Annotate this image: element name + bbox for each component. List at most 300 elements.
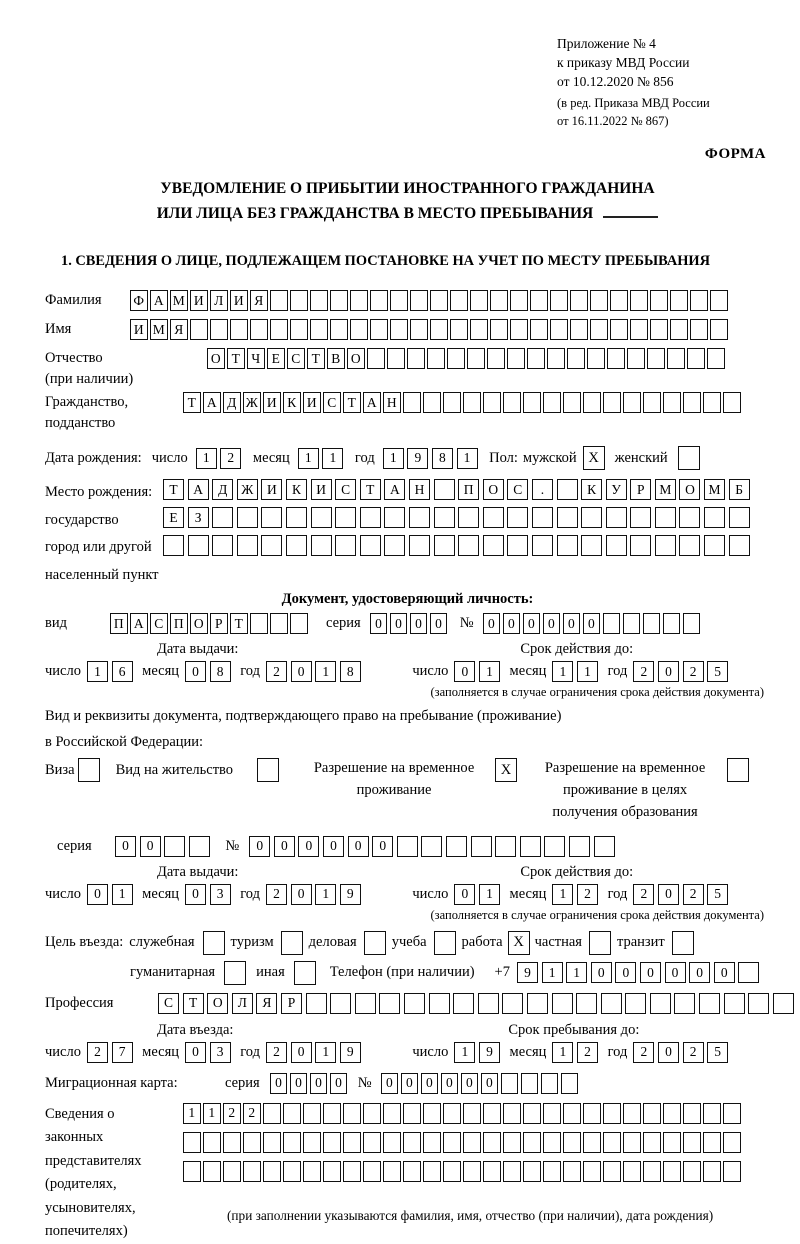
char-cell[interactable]: 2 [577, 1042, 598, 1063]
char-cell[interactable] [164, 836, 185, 857]
char-cell[interactable]: 0 [421, 1073, 439, 1094]
char-cell[interactable]: 0 [591, 962, 612, 983]
char-cell[interactable] [655, 535, 676, 556]
purpose-tourism-checkbox[interactable] [281, 931, 303, 955]
purpose-study-checkbox[interactable] [434, 931, 456, 955]
char-cell[interactable] [410, 319, 428, 340]
char-cell[interactable]: 9 [340, 884, 361, 905]
char-cell[interactable] [290, 319, 308, 340]
char-cell[interactable] [663, 1161, 681, 1182]
char-cell[interactable]: 0 [503, 613, 521, 634]
char-cell[interactable]: 0 [461, 1073, 479, 1094]
char-cell[interactable] [283, 1103, 301, 1124]
char-cell[interactable] [679, 535, 700, 556]
char-cell[interactable]: 6 [112, 661, 133, 682]
char-cell[interactable] [630, 507, 651, 528]
char-cell[interactable] [523, 1161, 541, 1182]
char-cell[interactable]: О [347, 348, 365, 369]
char-cell[interactable]: М [655, 479, 676, 500]
char-cell[interactable]: И [303, 392, 321, 413]
char-cell[interactable] [729, 535, 750, 556]
char-cell[interactable]: 0 [291, 884, 312, 905]
char-cell[interactable] [471, 836, 492, 857]
char-cell[interactable]: 2 [223, 1103, 241, 1124]
char-cell[interactable]: 0 [658, 1042, 679, 1063]
char-cell[interactable] [483, 1161, 501, 1182]
char-cell[interactable] [587, 348, 605, 369]
char-cell[interactable]: 2 [633, 1042, 654, 1063]
char-cell[interactable]: 1 [196, 448, 217, 469]
char-cell[interactable]: 0 [454, 661, 475, 682]
char-cell[interactable] [403, 392, 421, 413]
char-cell[interactable] [467, 348, 485, 369]
char-cell[interactable] [583, 1103, 601, 1124]
char-cell[interactable]: Т [163, 479, 184, 500]
char-cell[interactable] [483, 1103, 501, 1124]
char-cell[interactable] [583, 392, 601, 413]
char-cell[interactable] [335, 535, 356, 556]
char-cell[interactable]: Л [232, 993, 253, 1014]
char-cell[interactable]: 0 [658, 661, 679, 682]
char-cell[interactable] [384, 535, 405, 556]
char-cell[interactable]: 0 [390, 613, 408, 634]
char-cell[interactable]: 2 [243, 1103, 261, 1124]
char-cell[interactable]: 9 [340, 1042, 361, 1063]
char-cell[interactable] [543, 1132, 561, 1153]
char-cell[interactable]: 1 [542, 962, 563, 983]
char-cell[interactable]: Я [170, 319, 188, 340]
char-cell[interactable]: О [207, 993, 228, 1014]
char-cell[interactable]: 0 [310, 1073, 328, 1094]
char-cell[interactable] [679, 507, 700, 528]
char-cell[interactable] [303, 1103, 321, 1124]
purpose-business-checkbox[interactable] [364, 931, 386, 955]
char-cell[interactable]: 0 [298, 836, 319, 857]
char-cell[interactable] [603, 392, 621, 413]
char-cell[interactable] [507, 535, 528, 556]
char-cell[interactable] [723, 392, 741, 413]
char-cell[interactable]: Д [212, 479, 233, 500]
char-cell[interactable] [594, 836, 615, 857]
char-cell[interactable] [650, 319, 668, 340]
char-cell[interactable]: Д [223, 392, 241, 413]
char-cell[interactable]: В [327, 348, 345, 369]
char-cell[interactable]: С [507, 479, 528, 500]
char-cell[interactable]: П [458, 479, 479, 500]
char-cell[interactable] [383, 1132, 401, 1153]
char-cell[interactable] [487, 348, 505, 369]
char-cell[interactable] [270, 319, 288, 340]
char-cell[interactable] [360, 535, 381, 556]
char-cell[interactable] [363, 1132, 381, 1153]
char-cell[interactable] [623, 392, 641, 413]
char-cell[interactable] [707, 348, 725, 369]
char-cell[interactable] [724, 993, 745, 1014]
char-cell[interactable]: И [190, 290, 208, 311]
char-cell[interactable]: 0 [185, 1042, 206, 1063]
char-cell[interactable] [423, 1161, 441, 1182]
char-cell[interactable] [323, 1103, 341, 1124]
char-cell[interactable]: 1 [203, 1103, 221, 1124]
char-cell[interactable] [687, 348, 705, 369]
char-cell[interactable] [335, 507, 356, 528]
char-cell[interactable] [521, 1073, 539, 1094]
char-cell[interactable] [237, 507, 258, 528]
char-cell[interactable] [643, 1161, 661, 1182]
char-cell[interactable] [667, 348, 685, 369]
char-cell[interactable] [729, 507, 750, 528]
char-cell[interactable] [478, 993, 499, 1014]
char-cell[interactable]: К [283, 392, 301, 413]
char-cell[interactable]: 2 [683, 884, 704, 905]
char-cell[interactable]: К [581, 479, 602, 500]
char-cell[interactable] [748, 993, 769, 1014]
char-cell[interactable] [510, 319, 528, 340]
char-cell[interactable] [450, 290, 468, 311]
char-cell[interactable] [447, 348, 465, 369]
char-cell[interactable] [603, 1161, 621, 1182]
char-cell[interactable]: 2 [266, 884, 287, 905]
char-cell[interactable] [643, 613, 661, 634]
char-cell[interactable] [710, 319, 728, 340]
char-cell[interactable]: 0 [665, 962, 686, 983]
char-cell[interactable] [581, 507, 602, 528]
char-cell[interactable] [407, 348, 425, 369]
char-cell[interactable] [663, 392, 681, 413]
char-cell[interactable] [663, 613, 681, 634]
char-cell[interactable] [690, 290, 708, 311]
char-cell[interactable] [503, 1161, 521, 1182]
char-cell[interactable] [690, 319, 708, 340]
char-cell[interactable] [563, 392, 581, 413]
char-cell[interactable] [190, 319, 208, 340]
char-cell[interactable] [503, 1132, 521, 1153]
char-cell[interactable] [606, 507, 627, 528]
char-cell[interactable]: 0 [115, 836, 136, 857]
char-cell[interactable]: 0 [249, 836, 270, 857]
char-cell[interactable] [404, 993, 425, 1014]
char-cell[interactable]: 0 [658, 884, 679, 905]
char-cell[interactable] [458, 535, 479, 556]
char-cell[interactable] [223, 1161, 241, 1182]
char-cell[interactable] [490, 290, 508, 311]
char-cell[interactable]: 0 [481, 1073, 499, 1094]
char-cell[interactable] [463, 1103, 481, 1124]
char-cell[interactable] [387, 348, 405, 369]
char-cell[interactable]: Т [360, 479, 381, 500]
char-cell[interactable] [703, 1161, 721, 1182]
char-cell[interactable]: 1 [552, 661, 573, 682]
char-cell[interactable]: 5 [707, 884, 728, 905]
char-cell[interactable] [543, 1103, 561, 1124]
char-cell[interactable]: М [150, 319, 168, 340]
char-cell[interactable] [623, 1103, 641, 1124]
char-cell[interactable]: Р [281, 993, 302, 1014]
char-cell[interactable]: 0 [140, 836, 161, 857]
char-cell[interactable]: Л [210, 290, 228, 311]
char-cell[interactable] [243, 1132, 261, 1153]
char-cell[interactable] [306, 993, 327, 1014]
char-cell[interactable]: 0 [372, 836, 393, 857]
char-cell[interactable]: 0 [410, 613, 428, 634]
char-cell[interactable] [523, 1132, 541, 1153]
purpose-official-checkbox[interactable] [203, 931, 225, 955]
char-cell[interactable] [443, 1103, 461, 1124]
char-cell[interactable] [390, 319, 408, 340]
char-cell[interactable]: Ф [130, 290, 148, 311]
char-cell[interactable] [183, 1132, 201, 1153]
char-cell[interactable] [397, 836, 418, 857]
char-cell[interactable] [532, 507, 553, 528]
char-cell[interactable]: О [207, 348, 225, 369]
char-cell[interactable] [350, 319, 368, 340]
char-cell[interactable] [643, 1132, 661, 1153]
char-cell[interactable] [403, 1132, 421, 1153]
char-cell[interactable]: У [606, 479, 627, 500]
char-cell[interactable] [270, 290, 288, 311]
char-cell[interactable] [557, 507, 578, 528]
char-cell[interactable]: 1 [315, 661, 336, 682]
char-cell[interactable] [683, 1103, 701, 1124]
char-cell[interactable]: 0 [330, 1073, 348, 1094]
char-cell[interactable] [443, 392, 461, 413]
char-cell[interactable] [360, 507, 381, 528]
char-cell[interactable] [723, 1161, 741, 1182]
char-cell[interactable]: 2 [683, 1042, 704, 1063]
char-cell[interactable] [523, 1103, 541, 1124]
char-cell[interactable] [563, 1103, 581, 1124]
char-cell[interactable] [581, 535, 602, 556]
char-cell[interactable] [501, 1073, 519, 1094]
char-cell[interactable] [350, 290, 368, 311]
char-cell[interactable] [623, 613, 641, 634]
char-cell[interactable] [343, 1103, 361, 1124]
char-cell[interactable]: 0 [381, 1073, 399, 1094]
char-cell[interactable] [683, 1161, 701, 1182]
char-cell[interactable] [483, 507, 504, 528]
char-cell[interactable]: 0 [291, 1042, 312, 1063]
char-cell[interactable] [610, 319, 628, 340]
char-cell[interactable] [409, 535, 430, 556]
char-cell[interactable] [670, 319, 688, 340]
char-cell[interactable] [430, 290, 448, 311]
char-cell[interactable]: 3 [210, 884, 231, 905]
char-cell[interactable] [203, 1132, 221, 1153]
char-cell[interactable] [286, 507, 307, 528]
char-cell[interactable] [429, 993, 450, 1014]
char-cell[interactable] [403, 1103, 421, 1124]
char-cell[interactable] [650, 993, 671, 1014]
char-cell[interactable] [384, 507, 405, 528]
char-cell[interactable]: С [335, 479, 356, 500]
purpose-transit-checkbox[interactable] [672, 931, 694, 955]
char-cell[interactable] [647, 348, 665, 369]
char-cell[interactable] [310, 290, 328, 311]
char-cell[interactable]: Р [630, 479, 651, 500]
char-cell[interactable]: 2 [683, 661, 704, 682]
char-cell[interactable] [290, 290, 308, 311]
char-cell[interactable] [330, 993, 351, 1014]
char-cell[interactable] [643, 1103, 661, 1124]
char-cell[interactable] [390, 290, 408, 311]
temp-permit-checkbox[interactable]: X [495, 758, 517, 782]
char-cell[interactable]: Ж [243, 392, 261, 413]
char-cell[interactable] [383, 1103, 401, 1124]
char-cell[interactable]: Я [256, 993, 277, 1014]
char-cell[interactable] [212, 535, 233, 556]
char-cell[interactable] [583, 1161, 601, 1182]
char-cell[interactable] [523, 392, 541, 413]
char-cell[interactable] [710, 290, 728, 311]
char-cell[interactable] [507, 348, 525, 369]
char-cell[interactable] [527, 348, 545, 369]
char-cell[interactable]: А [188, 479, 209, 500]
char-cell[interactable]: 1 [454, 1042, 475, 1063]
char-cell[interactable] [183, 1161, 201, 1182]
char-cell[interactable]: 0 [640, 962, 661, 983]
char-cell[interactable]: 1 [457, 448, 478, 469]
char-cell[interactable] [463, 1132, 481, 1153]
char-cell[interactable] [286, 535, 307, 556]
char-cell[interactable]: А [384, 479, 405, 500]
char-cell[interactable] [570, 290, 588, 311]
char-cell[interactable] [383, 1161, 401, 1182]
char-cell[interactable]: О [483, 479, 504, 500]
char-cell[interactable]: 0 [583, 613, 601, 634]
char-cell[interactable] [343, 1161, 361, 1182]
char-cell[interactable]: 1 [566, 962, 587, 983]
char-cell[interactable] [463, 1161, 481, 1182]
char-cell[interactable] [610, 290, 628, 311]
char-cell[interactable] [367, 348, 385, 369]
char-cell[interactable] [570, 319, 588, 340]
char-cell[interactable]: 1 [552, 884, 573, 905]
char-cell[interactable] [310, 319, 328, 340]
char-cell[interactable]: 0 [454, 884, 475, 905]
char-cell[interactable] [607, 348, 625, 369]
char-cell[interactable]: А [363, 392, 381, 413]
char-cell[interactable] [463, 392, 481, 413]
char-cell[interactable]: 0 [87, 884, 108, 905]
char-cell[interactable]: 9 [479, 1042, 500, 1063]
char-cell[interactable]: 0 [290, 1073, 308, 1094]
char-cell[interactable] [434, 535, 455, 556]
char-cell[interactable] [230, 319, 248, 340]
char-cell[interactable] [443, 1132, 461, 1153]
char-cell[interactable] [507, 507, 528, 528]
char-cell[interactable] [470, 319, 488, 340]
char-cell[interactable] [663, 1103, 681, 1124]
char-cell[interactable]: С [150, 613, 168, 634]
char-cell[interactable] [212, 507, 233, 528]
purpose-other-checkbox[interactable] [294, 961, 316, 985]
char-cell[interactable] [704, 535, 725, 556]
gender-female-checkbox[interactable] [678, 446, 700, 470]
char-cell[interactable] [370, 319, 388, 340]
char-cell[interactable] [453, 993, 474, 1014]
char-cell[interactable] [261, 507, 282, 528]
char-cell[interactable]: 8 [340, 661, 361, 682]
char-cell[interactable] [606, 535, 627, 556]
char-cell[interactable] [569, 836, 590, 857]
char-cell[interactable]: М [704, 479, 725, 500]
char-cell[interactable] [203, 1161, 221, 1182]
char-cell[interactable]: 8 [210, 661, 231, 682]
char-cell[interactable] [446, 836, 467, 857]
char-cell[interactable] [263, 1161, 281, 1182]
char-cell[interactable] [290, 613, 308, 634]
char-cell[interactable] [303, 1132, 321, 1153]
char-cell[interactable] [379, 993, 400, 1014]
char-cell[interactable]: Е [163, 507, 184, 528]
char-cell[interactable] [683, 613, 701, 634]
char-cell[interactable] [427, 348, 445, 369]
char-cell[interactable]: . [532, 479, 553, 500]
char-cell[interactable] [223, 1132, 241, 1153]
char-cell[interactable] [543, 1161, 561, 1182]
char-cell[interactable]: И [261, 479, 282, 500]
char-cell[interactable] [643, 392, 661, 413]
char-cell[interactable] [603, 1132, 621, 1153]
char-cell[interactable] [210, 319, 228, 340]
char-cell[interactable]: 5 [707, 661, 728, 682]
char-cell[interactable]: 0 [615, 962, 636, 983]
char-cell[interactable] [683, 1132, 701, 1153]
char-cell[interactable] [530, 319, 548, 340]
char-cell[interactable] [630, 290, 648, 311]
char-cell[interactable]: 3 [210, 1042, 231, 1063]
char-cell[interactable]: Я [250, 290, 268, 311]
char-cell[interactable] [561, 1073, 579, 1094]
char-cell[interactable] [434, 479, 455, 500]
char-cell[interactable]: 1 [315, 1042, 336, 1063]
char-cell[interactable]: Н [409, 479, 430, 500]
char-cell[interactable] [703, 392, 721, 413]
char-cell[interactable] [703, 1132, 721, 1153]
char-cell[interactable] [655, 507, 676, 528]
char-cell[interactable] [189, 836, 210, 857]
char-cell[interactable]: 2 [220, 448, 241, 469]
char-cell[interactable] [527, 993, 548, 1014]
char-cell[interactable] [630, 535, 651, 556]
char-cell[interactable] [483, 1132, 501, 1153]
char-cell[interactable]: Т [343, 392, 361, 413]
char-cell[interactable] [550, 290, 568, 311]
char-cell[interactable] [250, 613, 268, 634]
char-cell[interactable]: 1 [479, 661, 500, 682]
temp-permit-education-checkbox[interactable] [727, 758, 749, 782]
char-cell[interactable] [576, 993, 597, 1014]
char-cell[interactable] [283, 1132, 301, 1153]
char-cell[interactable] [723, 1132, 741, 1153]
char-cell[interactable] [490, 319, 508, 340]
char-cell[interactable] [303, 1161, 321, 1182]
char-cell[interactable] [683, 392, 701, 413]
char-cell[interactable]: 1 [577, 661, 598, 682]
char-cell[interactable] [557, 535, 578, 556]
char-cell[interactable] [421, 836, 442, 857]
char-cell[interactable] [543, 392, 561, 413]
char-cell[interactable] [703, 1103, 721, 1124]
char-cell[interactable] [450, 319, 468, 340]
char-cell[interactable]: 0 [348, 836, 369, 857]
char-cell[interactable]: 0 [441, 1073, 459, 1094]
char-cell[interactable]: Н [383, 392, 401, 413]
char-cell[interactable]: 2 [633, 884, 654, 905]
char-cell[interactable] [270, 613, 288, 634]
char-cell[interactable] [583, 1132, 601, 1153]
char-cell[interactable]: К [286, 479, 307, 500]
